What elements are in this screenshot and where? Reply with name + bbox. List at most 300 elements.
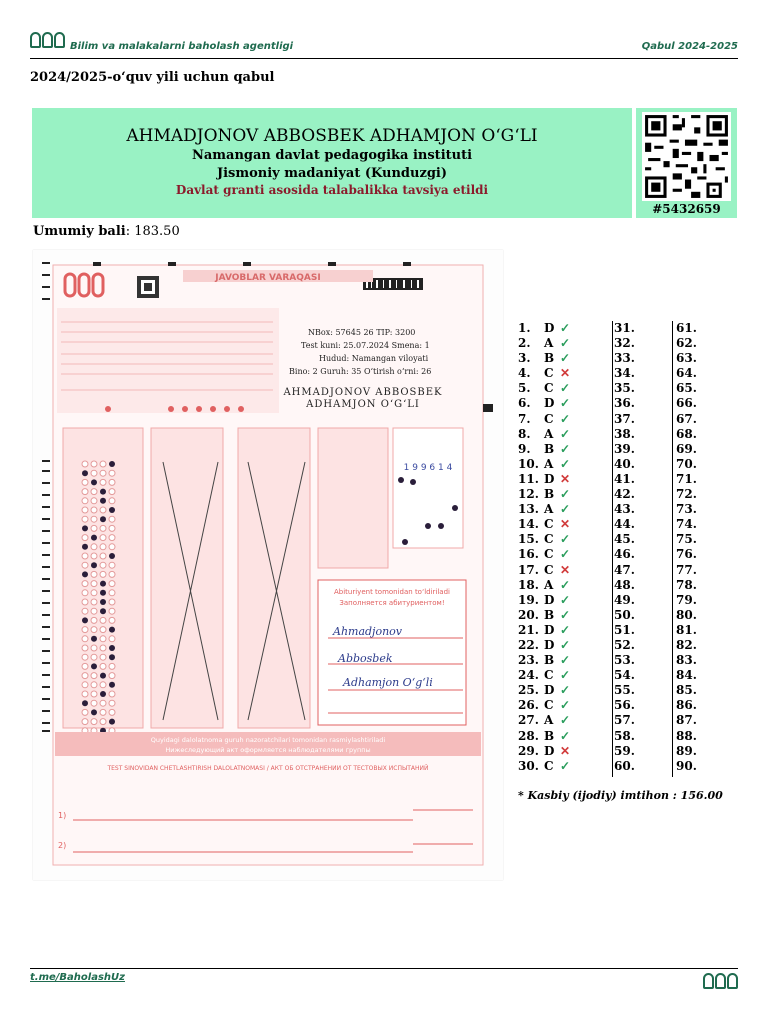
answer-bubble	[100, 682, 106, 688]
question-number: 71.	[676, 471, 697, 486]
applicant-name: AHMADJONOV ABBOSBEK ADHAMJON O‘G‘LI	[126, 126, 538, 146]
answer-bubble	[109, 608, 115, 614]
footer-rule	[30, 968, 738, 969]
question-number: 61.	[676, 321, 697, 335]
question-number: 10.	[518, 456, 539, 471]
check-icon: ✓	[560, 577, 571, 592]
question-number: 23.	[518, 653, 539, 668]
answer-bubble	[82, 682, 88, 688]
question-number: 8.	[518, 426, 531, 441]
question-number: 13.	[518, 502, 539, 517]
question-number: 4.	[518, 366, 531, 381]
answer-bubble	[91, 590, 97, 596]
cross-icon: ✕	[560, 743, 571, 758]
check-icon: ✓	[560, 622, 571, 637]
question-number: 57.	[614, 713, 635, 728]
specialty-name: Jismoniy madaniyat (Kunduzgi)	[216, 166, 448, 181]
question-number: 83.	[676, 653, 697, 668]
check-icon: ✓	[560, 351, 571, 366]
question-number: 21.	[518, 622, 539, 637]
question-number: 90.	[676, 758, 697, 773]
answer-bubble	[109, 682, 115, 688]
answer-bubble	[82, 516, 88, 522]
answer-row	[518, 744, 608, 759]
check-icon: ✓	[560, 683, 571, 698]
svg-text:1 9 9 6 1 4: 1 9 9 6 1 4	[403, 463, 453, 473]
answers-column-2	[614, 321, 635, 774]
question-number: 19.	[518, 592, 539, 607]
result-banner	[32, 108, 632, 218]
question-number: 18.	[518, 577, 539, 592]
answer-bubble	[100, 700, 106, 706]
question-number: 34.	[614, 366, 635, 381]
answer-bubble	[109, 581, 115, 587]
cross-icon: ✕	[560, 562, 571, 577]
svg-text:Bino: 2 Guruh: 35 O‘tirish o: Bino: 2 Guruh: 35 O‘tirish o‘rni: 26	[289, 367, 432, 376]
answer-letter: B	[544, 351, 555, 366]
check-icon: ✓	[560, 381, 571, 396]
check-icon: ✓	[560, 396, 571, 411]
answer-bubble	[100, 719, 106, 725]
answer-bubble	[82, 525, 88, 531]
institution-name: Namangan davlat pedagogika instituti	[191, 148, 473, 163]
svg-text:NBox: 57645 26 TIP: 3200: NBox: 57645 26 TIP: 3200	[308, 328, 416, 337]
svg-text:Заполняется абитуриентом!: Заполняется абитуриентом!	[339, 599, 445, 607]
answer-bubble	[91, 691, 97, 697]
answer-letter: A	[544, 577, 554, 592]
question-number: 3.	[518, 351, 531, 366]
question-number: 66.	[676, 396, 697, 411]
answer-row	[518, 623, 608, 638]
question-number: 47.	[614, 562, 635, 577]
question-number: 9.	[518, 441, 531, 456]
question-number: 38.	[614, 426, 635, 441]
answer-row	[518, 427, 608, 442]
answer-bubble	[82, 581, 88, 587]
answer-bubble	[100, 553, 106, 559]
answer-letter: C	[544, 532, 554, 547]
answer-bubble	[109, 673, 115, 679]
answer-bubble	[100, 562, 106, 568]
check-icon: ✓	[560, 411, 571, 426]
answer-letter: D	[544, 683, 555, 698]
answer-bubble	[82, 571, 88, 577]
answer-bubble	[100, 663, 106, 669]
question-number: 37.	[614, 411, 635, 426]
answer-bubble	[100, 709, 106, 715]
svg-text:TEST SINOVIDAN CHETLASHTIRISH: TEST SINOVIDAN CHETLASHTIRISH DALOLATNOMASI / АКТ ОБ ОТСТРАНЕНИИ ОТ ТЕСТОВЫХ ИСПЫТАНИЙ	[107, 765, 429, 772]
answer-bubble	[100, 544, 106, 550]
answer-bubble	[91, 516, 97, 522]
admission-label: Qabul 2024-2025	[641, 41, 738, 52]
column-divider	[672, 321, 673, 777]
answer-bubble	[91, 709, 97, 715]
answer-bubble	[109, 544, 115, 550]
answer-bubble	[100, 654, 106, 660]
svg-text:Test kuni: 25.07.2024 Smena:: Test kuni: 25.07.2024 Smena: 1	[301, 341, 430, 350]
answer-bubble	[109, 461, 115, 467]
answer-letter: A	[544, 502, 554, 517]
page-header	[30, 30, 738, 59]
check-icon: ✓	[560, 668, 571, 683]
check-icon: ✓	[560, 321, 571, 335]
answer-bubble	[109, 617, 115, 623]
question-number: 80.	[676, 607, 697, 622]
check-icon: ✓	[560, 532, 571, 547]
check-icon: ✓	[560, 698, 571, 713]
answer-bubble	[82, 719, 88, 725]
answer-bubble	[100, 516, 106, 522]
answer-sheet-drawing	[33, 250, 503, 880]
svg-text:AHMADJONOV ABBOSBEK: AHMADJONOV ABBOSBEK	[283, 387, 443, 398]
answer-letter: C	[544, 366, 554, 381]
answer-bubble	[91, 581, 97, 587]
svg-text:Нижеследующий акт оформляется: Нижеследующий акт оформляется наблюдателями группы	[165, 746, 371, 754]
answer-bubble	[91, 673, 97, 679]
question-number: 17.	[518, 562, 539, 577]
recommendation-text: Davlat granti asosida talabalikka tavsiya etildi	[175, 183, 489, 197]
answer-letter: C	[544, 698, 554, 713]
question-number: 75.	[676, 532, 697, 547]
answer-letter: C	[544, 562, 554, 577]
qr-panel	[636, 108, 737, 218]
question-number: 26.	[518, 698, 539, 713]
cross-icon: ✕	[560, 471, 571, 486]
question-number: 50.	[614, 607, 635, 622]
answer-bubble	[109, 489, 115, 495]
check-icon: ✓	[560, 758, 571, 773]
answer-bubble	[91, 636, 97, 642]
answer-bubble	[100, 535, 106, 541]
question-number: 40.	[614, 456, 635, 471]
question-number: 36.	[614, 396, 635, 411]
answer-row	[518, 547, 608, 562]
answer-bubble	[109, 553, 115, 559]
answer-bubble	[109, 627, 115, 633]
check-icon: ✓	[560, 426, 571, 441]
question-number: 27.	[518, 713, 539, 728]
answer-row	[518, 683, 608, 698]
answer-row	[518, 351, 608, 366]
question-number: 81.	[676, 622, 697, 637]
answer-bubble	[91, 461, 97, 467]
answer-letter: B	[544, 441, 555, 456]
question-number: 41.	[614, 471, 635, 486]
check-icon: ✓	[560, 487, 571, 502]
answer-bubble	[91, 571, 97, 577]
answer-bubble	[82, 498, 88, 504]
answer-letter: A	[544, 426, 554, 441]
answer-row	[518, 563, 608, 578]
question-number: 74.	[676, 517, 697, 532]
svg-text:Hudud: Namangan viloyati: Hudud: Namangan viloyati	[319, 354, 429, 363]
answer-bubble	[82, 608, 88, 614]
question-number: 59.	[614, 743, 635, 758]
page-title: 2024/2025-o‘quv yili uchun qabul	[30, 70, 275, 85]
answer-bubble	[109, 535, 115, 541]
qr-code	[642, 112, 731, 201]
answer-row	[518, 759, 608, 774]
question-number: 29.	[518, 743, 539, 758]
answer-row	[518, 442, 608, 457]
question-number: 73.	[676, 502, 697, 517]
answer-bubble	[109, 562, 115, 568]
applicant-id: #5432659	[652, 202, 721, 216]
svg-text:Ahmadjonov: Ahmadjonov	[333, 625, 403, 638]
answer-bubble	[91, 562, 97, 568]
check-icon: ✓	[560, 728, 571, 743]
answer-bubble	[100, 581, 106, 587]
question-number: 76.	[676, 547, 697, 562]
answer-bubble	[82, 617, 88, 623]
answer-bubble	[100, 525, 106, 531]
question-number: 82.	[676, 637, 697, 652]
question-number: 49.	[614, 592, 635, 607]
question-number: 70.	[676, 456, 697, 471]
answer-bubble	[91, 654, 97, 660]
answer-bubble	[100, 461, 106, 467]
question-number: 56.	[614, 698, 635, 713]
answer-bubble	[82, 673, 88, 679]
question-number: 32.	[614, 336, 635, 351]
answer-bubble	[82, 535, 88, 541]
answer-bubble	[82, 470, 88, 476]
answer-row	[518, 487, 608, 502]
question-number: 86.	[676, 698, 697, 713]
answer-letter: A	[544, 336, 554, 351]
check-icon: ✓	[560, 713, 571, 728]
question-number: 79.	[676, 592, 697, 607]
question-number: 62.	[676, 336, 697, 351]
answer-bubble	[82, 691, 88, 697]
question-number: 44.	[614, 517, 635, 532]
question-number: 78.	[676, 577, 697, 592]
question-number: 54.	[614, 668, 635, 683]
question-number: 16.	[518, 547, 539, 562]
answer-bubble	[91, 544, 97, 550]
answer-bubble	[109, 709, 115, 715]
answer-bubble	[82, 654, 88, 660]
question-number: 77.	[676, 562, 697, 577]
question-number: 67.	[676, 411, 697, 426]
answer-bubble	[100, 489, 106, 495]
answer-row	[518, 321, 608, 336]
question-number: 84.	[676, 668, 697, 683]
answer-letter: D	[544, 622, 555, 637]
answer-letter: C	[544, 547, 554, 562]
answer-bubble	[82, 562, 88, 568]
question-number: 55.	[614, 683, 635, 698]
question-number: 60.	[614, 758, 635, 773]
answer-row	[518, 396, 608, 411]
check-icon: ✓	[560, 607, 571, 622]
answer-bubble	[82, 627, 88, 633]
answer-bubble	[100, 636, 106, 642]
svg-text:Abituriyent tomonidan to‘ldiri: Abituriyent tomonidan to‘ldiriladi	[334, 588, 450, 596]
answer-row	[518, 608, 608, 623]
check-icon: ✓	[560, 502, 571, 517]
answer-bubble	[91, 608, 97, 614]
question-number: 43.	[614, 502, 635, 517]
question-number: 35.	[614, 381, 635, 396]
agency-logo	[30, 32, 65, 48]
total-score-value: : 183.50	[125, 224, 180, 239]
answer-bubble	[91, 535, 97, 541]
answer-bubble	[109, 691, 115, 697]
question-number: 69.	[676, 441, 697, 456]
question-number: 5.	[518, 381, 531, 396]
question-number: 64.	[676, 366, 697, 381]
answer-bubble	[100, 691, 106, 697]
answer-bubble	[109, 525, 115, 531]
question-number: 88.	[676, 728, 697, 743]
answer-row	[518, 412, 608, 427]
answer-letter: C	[544, 668, 554, 683]
question-number: 58.	[614, 728, 635, 743]
answer-sheet-scan	[33, 250, 503, 880]
question-number: 51.	[614, 622, 635, 637]
answer-letter: B	[544, 607, 555, 622]
answer-bubble	[91, 645, 97, 651]
question-number: 30.	[518, 758, 539, 773]
answer-bubble	[100, 498, 106, 504]
telegram-link[interactable]: t.me/BaholashUz	[30, 972, 125, 983]
column-divider	[612, 321, 613, 777]
answer-row	[518, 472, 608, 487]
answer-bubble	[82, 461, 88, 467]
answers-column-3	[676, 321, 697, 774]
answer-row	[518, 578, 608, 593]
answer-bubble	[100, 645, 106, 651]
question-number: 31.	[614, 321, 635, 335]
answer-bubble	[91, 498, 97, 504]
check-icon: ✓	[560, 441, 571, 456]
check-icon: ✓	[560, 592, 571, 607]
answer-letter: D	[544, 637, 555, 652]
question-number: 42.	[614, 487, 635, 502]
footer-logo	[703, 973, 738, 989]
check-icon: ✓	[560, 547, 571, 562]
agency-name: Bilim va malakalarni baholash agentligi	[70, 41, 294, 52]
answer-row	[518, 381, 608, 396]
question-number: 11.	[518, 471, 539, 486]
answer-bubble	[109, 498, 115, 504]
answer-row	[518, 366, 608, 381]
total-score-label: Umumiy bali	[33, 224, 126, 239]
question-number: 39.	[614, 441, 635, 456]
question-number: 72.	[676, 487, 697, 502]
answer-letter: A	[544, 456, 554, 471]
answer-bubble	[109, 663, 115, 669]
svg-text:Quyidagi dalolatnoma guruh naz: Quyidagi dalolatnoma guruh nazoratchilari tomonidan rasmiylashtiriladi	[150, 736, 386, 744]
question-number: 87.	[676, 713, 697, 728]
question-number: 22.	[518, 637, 539, 652]
answer-bubble	[91, 617, 97, 623]
answer-bubble	[82, 636, 88, 642]
question-number: 1.	[518, 321, 531, 335]
check-icon: ✓	[560, 637, 571, 652]
answer-bubble	[91, 599, 97, 605]
answer-letter: B	[544, 728, 555, 743]
check-icon: ✓	[560, 456, 571, 471]
question-number: 89.	[676, 743, 697, 758]
answer-bubble	[82, 479, 88, 485]
answer-bubble	[100, 673, 106, 679]
answer-bubble	[100, 571, 106, 577]
answer-row	[518, 457, 608, 472]
answers-column-1	[518, 321, 608, 774]
sheet-title: JAVOBLAR VARAQASI	[215, 273, 321, 283]
answer-bubble	[91, 719, 97, 725]
answer-bubble	[109, 636, 115, 642]
answer-bubble	[100, 470, 106, 476]
check-icon: ✓	[560, 653, 571, 668]
answer-bubble	[100, 608, 106, 614]
question-number: 85.	[676, 683, 697, 698]
answer-bubble	[109, 700, 115, 706]
question-number: 65.	[676, 381, 697, 396]
answer-bubble	[91, 553, 97, 559]
answer-bubble	[109, 590, 115, 596]
question-number: 28.	[518, 728, 539, 743]
question-number: 33.	[614, 351, 635, 366]
answer-row	[518, 502, 608, 517]
answer-letter: C	[544, 758, 554, 773]
answer-letter: D	[544, 743, 555, 758]
answer-bubble	[91, 700, 97, 706]
answer-letter: C	[544, 517, 554, 532]
answer-bubble	[109, 479, 115, 485]
answer-bubble	[82, 709, 88, 715]
answer-bubble	[91, 470, 97, 476]
answer-row	[518, 336, 608, 351]
question-number: 63.	[676, 351, 697, 366]
answer-bubble	[109, 599, 115, 605]
question-number: 6.	[518, 396, 531, 411]
answer-row	[518, 729, 608, 744]
answer-bubble	[82, 489, 88, 495]
svg-text:ADHAMJON O‘G‘LI: ADHAMJON O‘G‘LI	[306, 399, 420, 410]
answer-bubble	[109, 719, 115, 725]
question-number: 52.	[614, 637, 635, 652]
question-number: 68.	[676, 426, 697, 441]
answer-letter: C	[544, 381, 554, 396]
answer-row	[518, 638, 608, 653]
question-number: 46.	[614, 547, 635, 562]
creative-exam-score: * Kasbiy (ijodiy) imtihon : 156.00	[518, 789, 723, 802]
svg-text:2): 2)	[58, 841, 67, 850]
question-number: 20.	[518, 607, 539, 622]
answer-bubble	[82, 507, 88, 513]
answer-bubble	[82, 590, 88, 596]
answer-bubble	[100, 479, 106, 485]
answer-row	[518, 668, 608, 683]
answer-bubble	[91, 507, 97, 513]
question-number: 25.	[518, 683, 539, 698]
answer-letter: D	[544, 396, 555, 411]
answer-bubble	[91, 627, 97, 633]
question-number: 48.	[614, 577, 635, 592]
answer-bubble	[91, 525, 97, 531]
answer-bubble	[91, 479, 97, 485]
answer-row	[518, 698, 608, 713]
question-number: 45.	[614, 532, 635, 547]
answer-bubble	[82, 599, 88, 605]
svg-text:Abbosbek: Abbosbek	[338, 652, 393, 665]
answer-bubble	[82, 553, 88, 559]
answer-bubble	[82, 700, 88, 706]
answer-bubble	[109, 516, 115, 522]
